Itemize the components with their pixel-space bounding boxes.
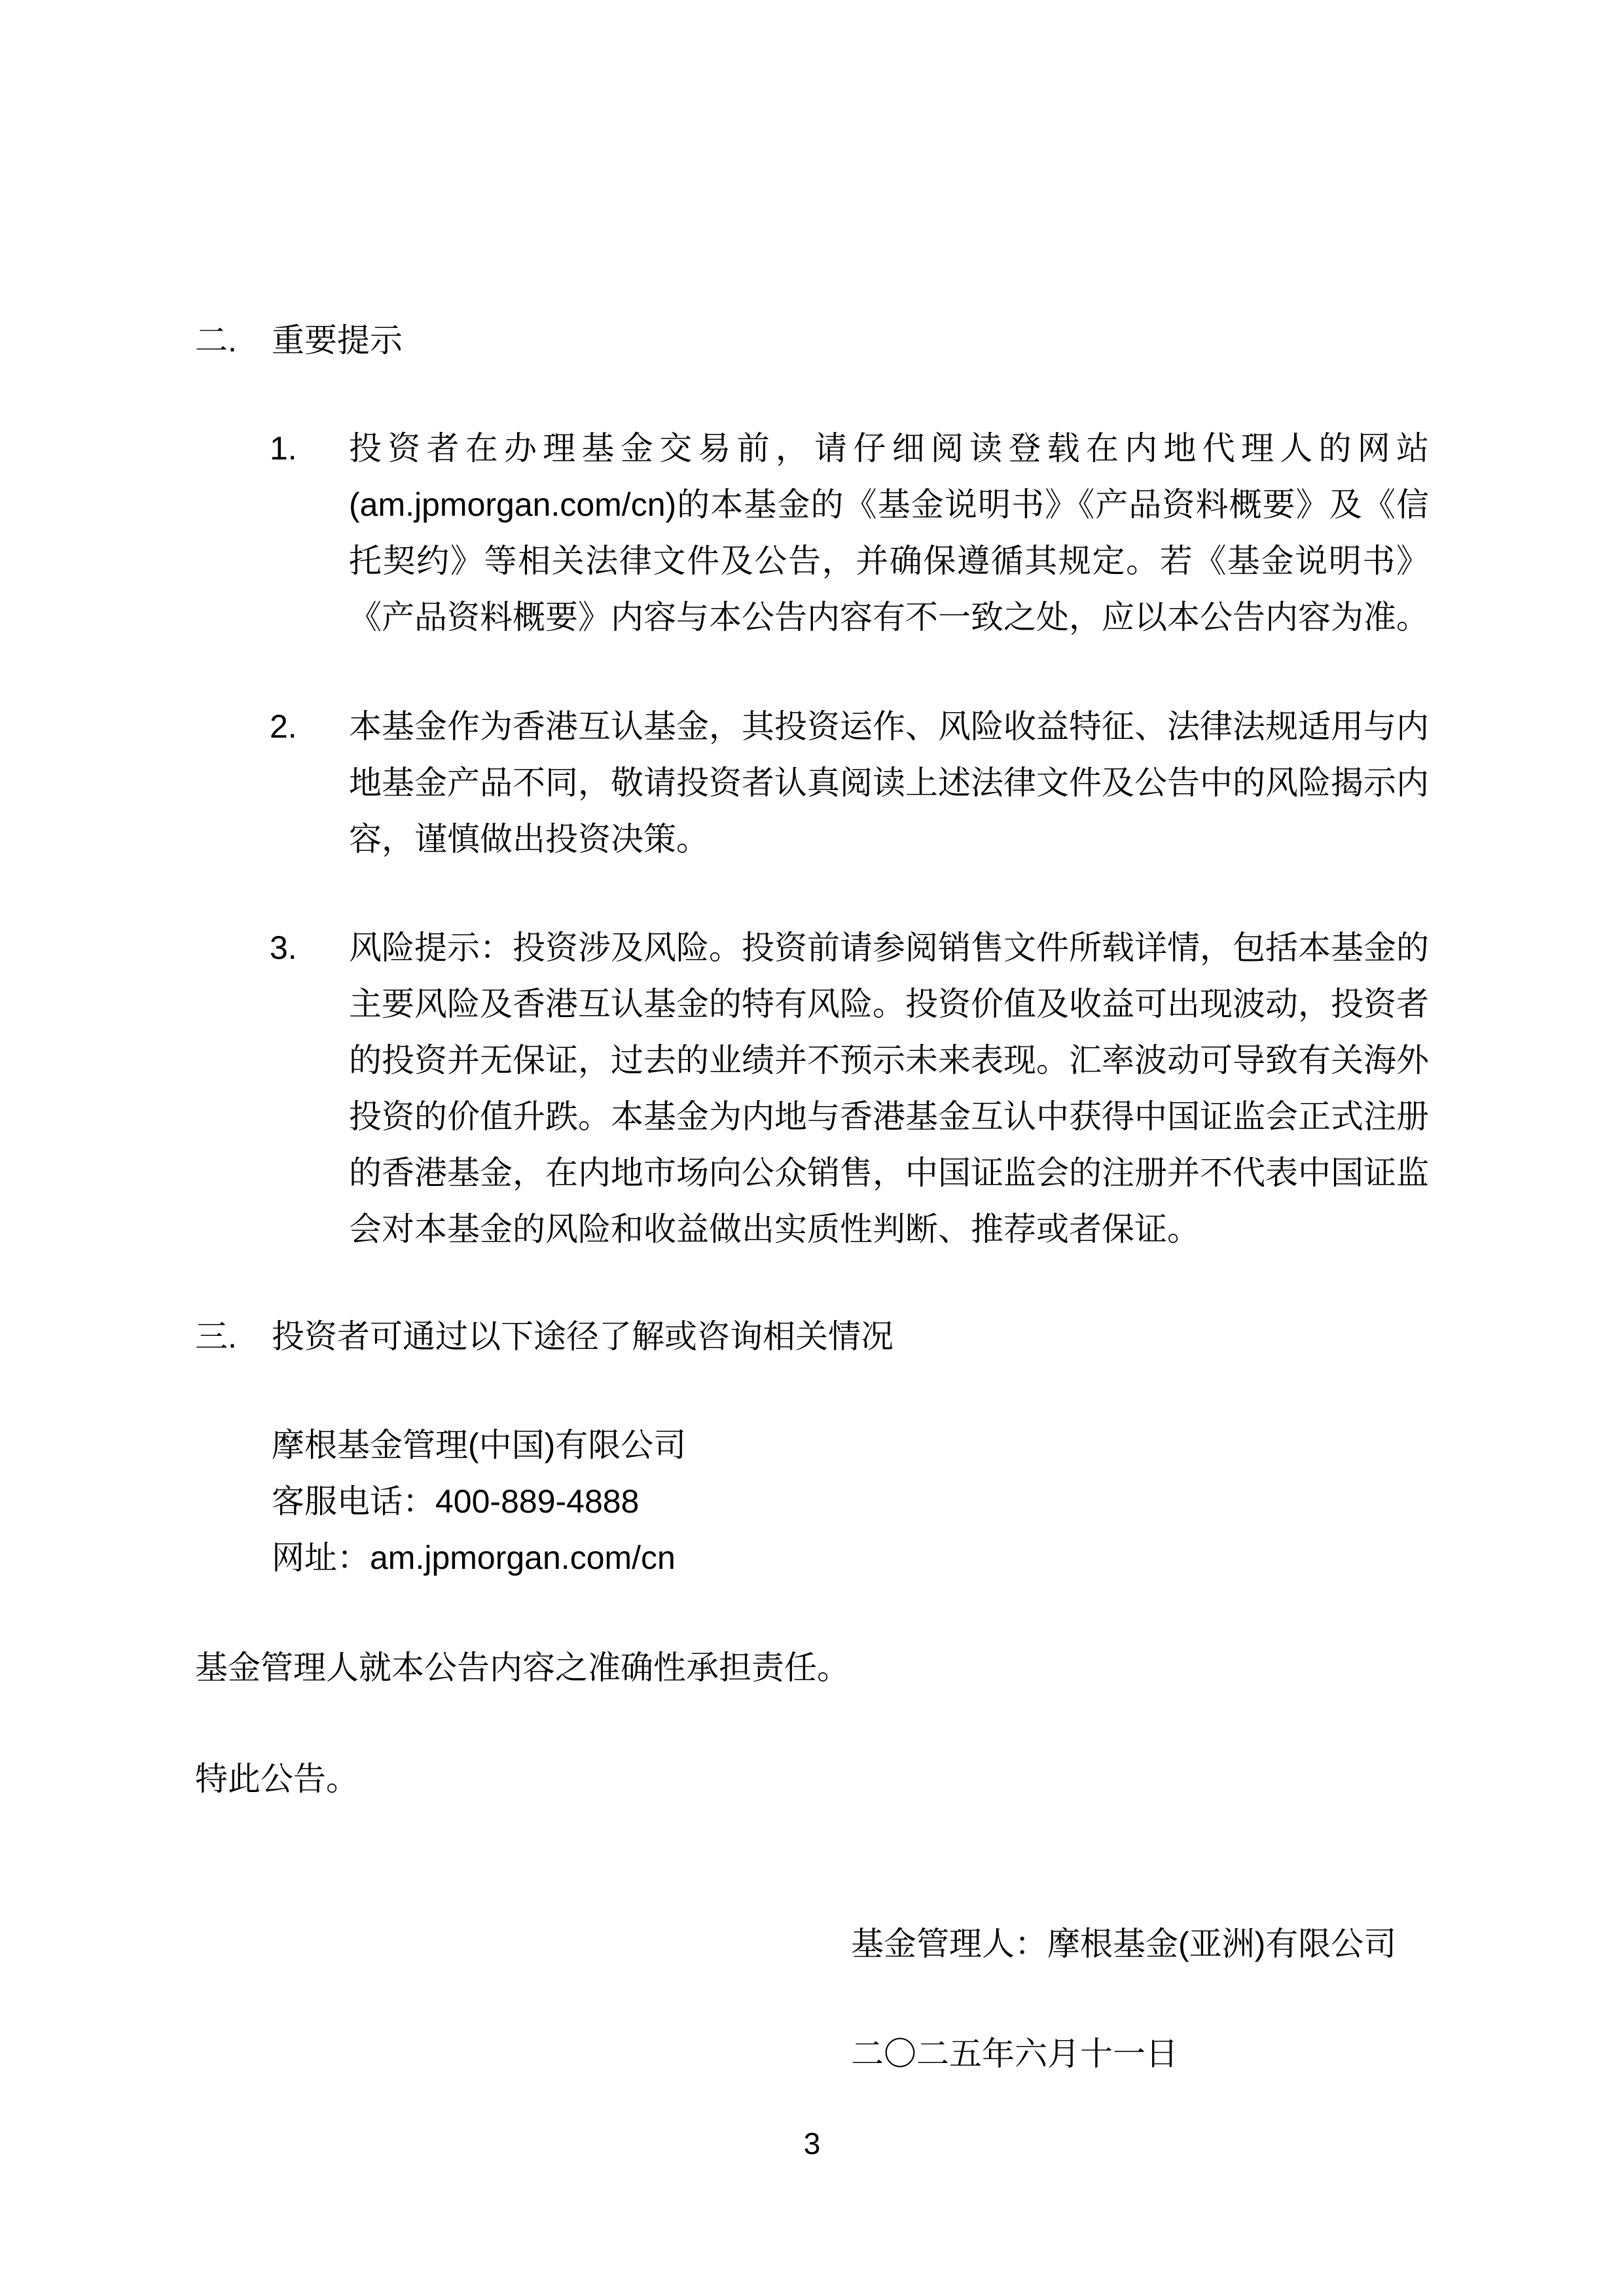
phone-number: 400-889-4888	[435, 1483, 640, 1520]
phone-line	[272, 1473, 1429, 1530]
website-line	[272, 1530, 1429, 1586]
item-text: 本基金作为香港互认基金，其投资运作、风险收益特征、法律法规适用与内地基金产品不同，敬请投资者认真阅读上述法律文件及公告中的风险揭示内容，谨慎做出投资决策。	[349, 708, 1429, 857]
signature-line: 基金管理人：摩根基金(亚洲)有限公司	[851, 1926, 1397, 1962]
section-label: 三.	[195, 1318, 237, 1355]
contact-block	[272, 1417, 1429, 1586]
item-text: 投资者在办理基金交易前，请仔细阅读登载在内地代理人的网站(am.jpmorgan.com/cn)的本基金的《基金说明书》《产品资料概要》及《信托契约》等相关法律文件及公告，并确保遵循其规定。若《基金说明书》《产品资料概要》内容与本公告内容有不一致之处，应以本公告内容为准。	[349, 430, 1429, 636]
section-title: 重要提示	[272, 322, 403, 359]
date-line: 二〇二五年六月十一日	[851, 2036, 1178, 2072]
list-item	[270, 698, 1429, 867]
item-number: 3.	[270, 929, 297, 966]
document-content	[195, 312, 1429, 2082]
item-number: 2.	[270, 708, 297, 745]
list-item	[270, 420, 1429, 645]
company-name: 摩根基金管理(中国)有限公司	[272, 1427, 687, 1463]
section-heading-2	[195, 312, 1429, 368]
section-heading-3	[195, 1308, 1429, 1365]
website-url: am.jpmorgan.com/cn	[370, 1539, 676, 1576]
responsibility-statement: 基金管理人就本公告内容之准确性承担责任。	[195, 1649, 850, 1686]
list-item	[270, 920, 1429, 1257]
section-label: 二.	[195, 322, 237, 359]
section-title: 投资者可通过以下途径了解或咨询相关情况	[272, 1318, 893, 1355]
website-label: 网址：	[272, 1539, 370, 1576]
item-number: 1.	[270, 430, 297, 467]
announcement-statement: 特此公告。	[195, 1761, 359, 1797]
page-number: 3	[803, 2126, 821, 2161]
item-text: 风险提示：投资涉及风险。投资前请参阅销售文件所载详情，包括本基金的主要风险及香港互认基金的特有风险。投资价值及收益可出现波动，投资者的投资并无保证，过去的业绩并不预示未来表现。汇率波动可导致有关海外投资的价值升跌。本基金为内地与香港基金互认中获得中国证监会正式注册的香港基金，在内地市场向公众销售，中国证监会的注册并不代表中国证监会对本基金的风险和收益做出实质性判断、推荐或者保证。	[349, 929, 1429, 1247]
phone-label: 客服电话：	[272, 1483, 435, 1520]
